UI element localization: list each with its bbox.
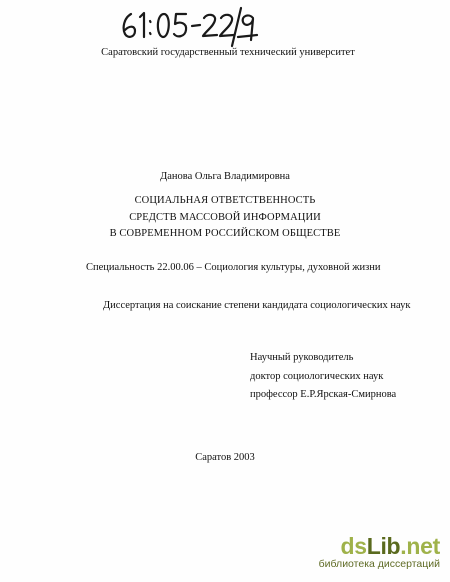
dissertation-title	[0, 193, 450, 243]
supervisor-line: Научный руководитель	[250, 352, 354, 363]
dissertation-degree-line: Диссертация на соискание степени кандидата социологических наук	[103, 300, 411, 311]
supervisor-line: доктор социологических наук	[250, 370, 384, 382]
university-name: Саратовский государственный технический университет	[101, 47, 355, 58]
handwritten-stamp-drawing	[116, 4, 260, 48]
logo-middle: Lib	[366, 533, 401, 559]
title-line: В СОВРЕМЕННОМ РОССИЙСКОМ ОБЩЕСТВЕ	[109, 228, 341, 239]
specialty-line: Специальность 22.00.06 – Социология культуры, духовной жизни	[86, 262, 381, 273]
watermark-subtitle: библиотека диссертаций	[318, 558, 440, 570]
logo-suffix: .net	[400, 533, 440, 559]
dslib-logo	[316, 534, 440, 558]
title-line: СРЕДСТВ МАССОВОЙ ИНФОРМАЦИИ	[129, 211, 321, 223]
logo-prefix: ds	[340, 533, 367, 559]
dslib-watermark	[316, 534, 440, 574]
handwritten-catalog-stamp	[116, 4, 260, 48]
author-name: Данова Ольга Владимировна	[160, 171, 290, 182]
supervisor-line: профессор Е.Р.Ярская-Смирнова	[250, 389, 397, 400]
city-year: Саратов 2003	[195, 452, 255, 463]
supervisor-block	[250, 349, 396, 405]
title-line: СОЦИАЛЬНАЯ ОТВЕТСТВЕННОСТЬ	[134, 195, 316, 206]
